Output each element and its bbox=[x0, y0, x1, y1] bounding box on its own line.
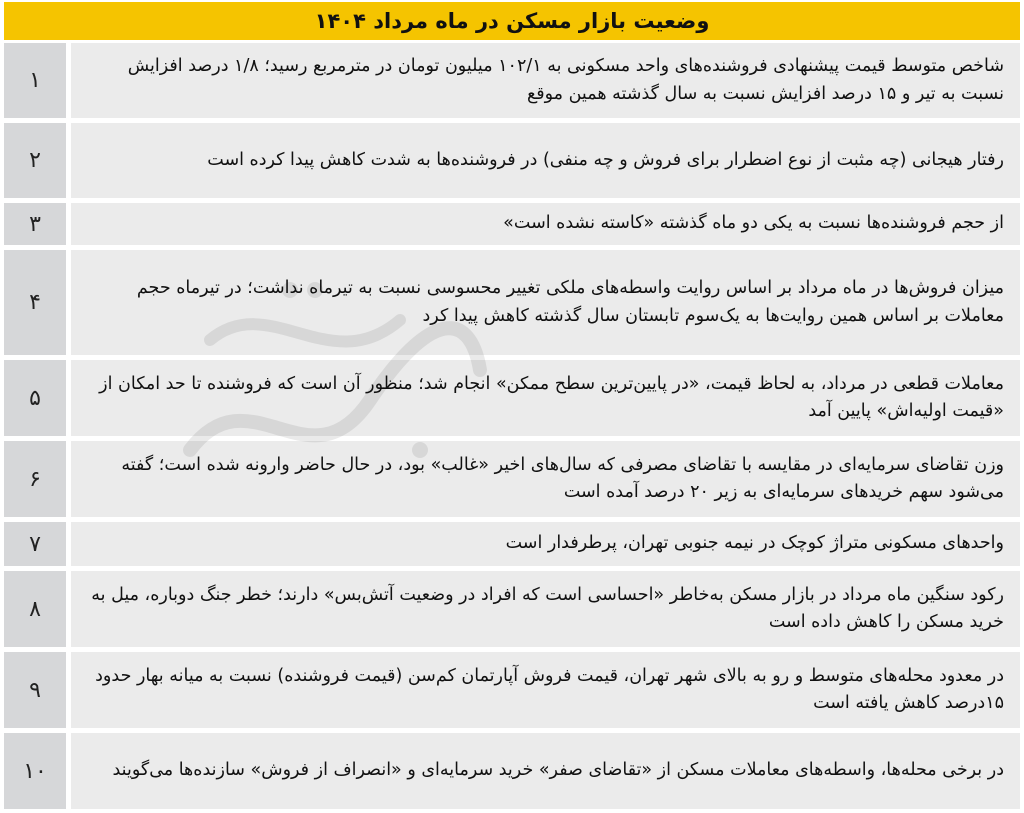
row-number: ۲ bbox=[4, 123, 66, 198]
table-title: وضعیت بازار مسکن در ماه مرداد ۱۴۰۴ bbox=[314, 9, 710, 33]
row-number: ۶ bbox=[4, 441, 66, 517]
row-number: ۳ bbox=[4, 203, 66, 245]
table-row bbox=[4, 360, 1020, 436]
row-number: ۵ bbox=[4, 360, 66, 436]
row-text: در معدود محله‌های متوسط و رو به بالای شهر تهران، قیمت فروش آپارتمان کم‌سن (قیمت فروشنده) نسبت به میانه بهار حدود ۱۵درصد کاهش یافته است bbox=[71, 652, 1020, 728]
row-text: میزان فروش‌ها در ماه مرداد بر اساس روایت واسطه‌های ملکی تغییر محسوسی نسبت به تیرماه نداشت؛ در تیرماه حجم معاملات بر اساس همین روایت‌ها به یک‌سوم تابستان سال گذشته کاهش پیدا کرد bbox=[71, 250, 1020, 355]
row-text: واحدهای مسکونی متراژ کوچک در نیمه جنوبی تهران، پرطرفدار است bbox=[71, 522, 1020, 566]
row-text: معاملات قطعی در مرداد، به لحاظ قیمت، «در پایین‌ترین سطح ممکن» انجام شد؛ منظور آن است که فروشنده تا حد امکان از «قیمت اولیه‌اش» پایین آمد bbox=[71, 360, 1020, 436]
row-number: ۹ bbox=[4, 652, 66, 728]
row-number: ۱ bbox=[4, 43, 66, 118]
row-text: در برخی محله‌ها، واسطه‌های معاملات مسکن از «تقاضای صفر» خرید سرمایه‌ای و «انصراف از فروش» سازنده‌ها می‌گویند bbox=[71, 733, 1020, 809]
row-number: ۸ bbox=[4, 571, 66, 647]
row-number: ۷ bbox=[4, 522, 66, 566]
row-text: از حجم فروشنده‌ها نسبت به یکی دو ماه گذشته «کاسته نشده است» bbox=[71, 203, 1020, 245]
table-row bbox=[4, 203, 1020, 245]
table-title-bar bbox=[4, 2, 1020, 40]
row-text: وزن تقاضای سرمایه‌ای در مقایسه با تقاضای مصرفی که سال‌های اخیر «غالب» بود، در حال حاضر وارونه شده است؛ گفته می‌شود سهم خریدهای سرمایه‌ای به زیر ۲۰ درصد آمده است bbox=[71, 441, 1020, 517]
table-row bbox=[4, 250, 1020, 355]
table-row bbox=[4, 733, 1020, 809]
table-row bbox=[4, 571, 1020, 647]
row-text: شاخص متوسط قیمت پیشنهادی فروشنده‌های واحد مسکونی به ۱۰۲/۱ میلیون تومان در مترمربع رسید؛ ۱/۸ درصد افزایش نسبت به تیر و ۱۵ درصد افزایش نسبت به سال گذشته همین موقع bbox=[71, 43, 1020, 118]
row-number: ۱۰ bbox=[4, 733, 66, 809]
table-row bbox=[4, 123, 1020, 198]
table-row bbox=[4, 522, 1020, 566]
table-row bbox=[4, 441, 1020, 517]
row-text: رفتار هیجانی (چه مثبت از نوع اضطرار برای فروش و چه منفی) در فروشنده‌ها به شدت کاهش پیدا کرده است bbox=[71, 123, 1020, 198]
table-row bbox=[4, 43, 1020, 118]
row-number: ۴ bbox=[4, 250, 66, 355]
table-row bbox=[4, 652, 1020, 728]
market-status-table bbox=[4, 43, 1020, 809]
row-text: رکود سنگین ماه مرداد در بازار مسکن به‌خاطر «احساسی است که افراد در وضعیت آتش‌بس» دارند؛ خطر جنگ دوباره، میل به خرید مسکن را کاهش داده است bbox=[71, 571, 1020, 647]
